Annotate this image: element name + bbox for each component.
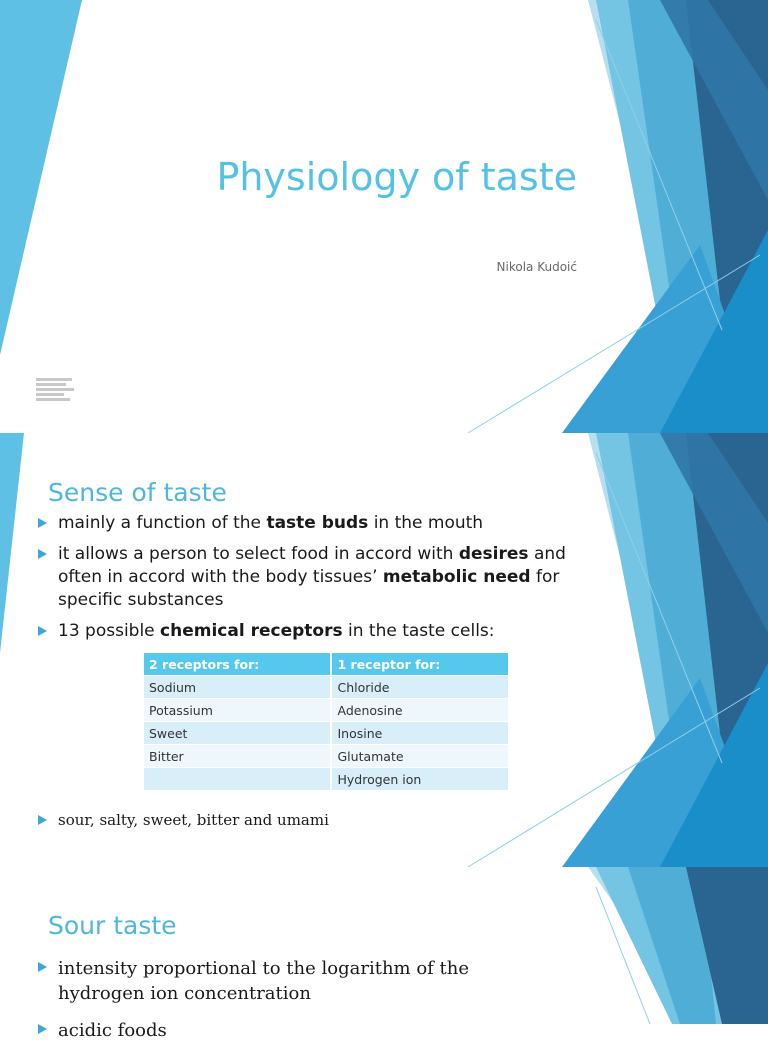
small-thumbnail-image [36, 378, 76, 412]
sense-of-taste-slide [0, 433, 768, 867]
table-header-cell: 1 receptor for: [331, 653, 509, 676]
bullet-item: it allows a person to select food in accord with desires and often in accord with the body tissues’ metabolic need for specific substances [36, 543, 576, 612]
table-row [144, 699, 509, 722]
table-header-row [144, 653, 509, 676]
bullet-item: 13 possible chemical receptors in the taste cells: [36, 620, 576, 643]
table-cell: Adenosine [331, 699, 509, 722]
table-cell: Sweet [144, 722, 331, 745]
table-row [144, 768, 509, 791]
table-cell [144, 768, 331, 791]
bullet-list [36, 512, 576, 643]
table-cell: Inosine [331, 722, 509, 745]
decorative-shapes [0, 0, 768, 433]
slide-title: Sense of taste [48, 478, 227, 507]
slide-title: Sour taste [48, 911, 177, 940]
presentation-title: Physiology of taste [216, 155, 577, 199]
table-cell: Sodium [144, 676, 331, 699]
receptors-table [144, 653, 510, 790]
table-cell: Bitter [144, 745, 331, 768]
bullet-item: sour, salty, sweet, bitter and umami [36, 809, 576, 832]
table-row [144, 745, 509, 768]
bullet-item: mainly a function of the taste buds in the mouth [36, 512, 576, 535]
table-cell: Glutamate [331, 745, 509, 768]
bullet-item: acidic foods [36, 1018, 556, 1043]
table-cell: Hydrogen ion [331, 768, 509, 791]
table-cell: Chloride [331, 676, 509, 699]
sour-taste-slide [0, 867, 768, 1041]
table-row [144, 676, 509, 699]
author-name: Nikola Kudoić [496, 260, 577, 274]
bullet-item: intensity proportional to the logarithm of the hydrogen ion concentration [36, 956, 556, 1006]
bullet-list [36, 956, 556, 1043]
title-slide [0, 0, 768, 433]
table-row [144, 722, 509, 745]
table-header-cell: 2 receptors for: [144, 653, 331, 676]
footer-bullet-list [36, 809, 576, 832]
table-cell: Potassium [144, 699, 331, 722]
